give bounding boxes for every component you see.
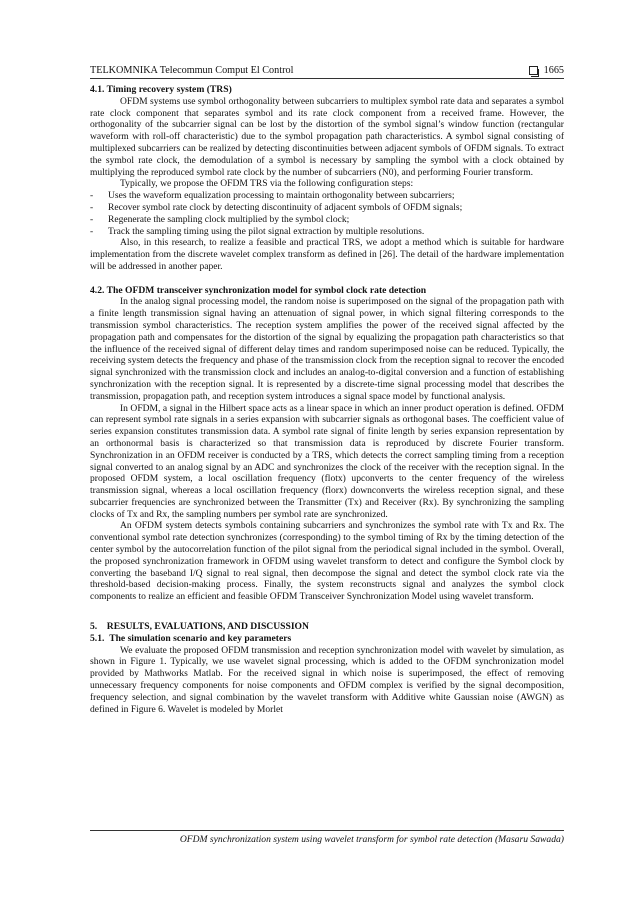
running-footer: [90, 830, 564, 845]
list-item: - Regenerate the sampling clock multiplied by the symbol clock;: [90, 214, 564, 226]
footer-title: OFDM synchronization system using wavelet transform for symbol rate detection (Masaru Sawada): [179, 834, 564, 845]
spacer: [90, 273, 564, 285]
paragraph: Also, in this research, to realize a feasible and practical TRS, we adopt a method which is suitable for hardware implementation from the discrete wavelet complex transform as defined in [26]. The detail of the hardware implementation will be addressed in another paper.: [90, 237, 564, 272]
spacer: [90, 603, 564, 621]
journal-name: TELKOMNIKA Telecommun Comput El Control: [90, 65, 294, 76]
section-heading-4-2: 4.2. The OFDM transceiver synchronization model for symbol clock rate detection: [90, 284, 427, 296]
running-header: [90, 56, 564, 79]
section-heading-5-1: 5.1. The simulation scenario and key parameters: [90, 632, 292, 644]
configuration-steps-list: [90, 190, 564, 237]
list-item: - Recover symbol rate clock by detecting discontinuity of adjacent symbols of OFDM signals;: [90, 202, 564, 214]
list-item: - Uses the waveform equalization processing to maintain orthogonality between subcarriers;: [90, 190, 564, 202]
section-heading-5: 5. RESULTS, EVALUATIONS, AND DISCUSSION: [90, 621, 309, 633]
paragraph: OFDM systems use symbol orthogonality between subcarriers to multiplex symbol rate data and separates a symbol rate clock component that separates symbol and its rate clock component from a received frame. However, the orthogonality of the subcarrier signal can be lost by the distortion of the symbol signal’s window function (rectangular waveform with roll-off characteristic) due to the symbol propagation path characteristics. A symbol signal consisting of multiplexed subcarriers can be realized by detecting discontinuities between adjacent symbols of OFDM signals. To extract the symbol rate clock, the demodulation of a symbol is necessary by sampling the symbol with a clock obtained by multiplying the reproduced symbol rate clock by the number of subcarriers (N0), and performing Fourier transform.: [90, 95, 564, 178]
paragraph: In OFDM, a signal in the Hilbert space acts as a linear space in which an inner product operation is defined. OFDM can represent symbol rate signals in a series expansion with subcarrier signals as orthogonal bases. The coefficient value of series expansion constitutes transmission data. A symbol rate signal of finite length by series expansion representation by an orthonormal basis is characterized so that transmission data is reproduced by discrete Fourier transform. Synchronization in an OFDM receiver is conducted by a TRS, which detects the correct sampling timing from a reception signal converted to an analog signal by an ADC and synchronizes the clock of the receiver with the reception signal. In the proposed OFDM system, a local oscillation frequency (flotx) upconverts to the center frequency of the wireless transmission signal, whereas a local oscillation frequency (florx) downconverts the wireless reception signal, and these subcarrier frequencies are synchronized between the Transmitter (Tx) and Receiver (Rx). By synchronizing the sampling clocks of Tx and Rx, the sampling numbers per symbol rate are synchronized.: [90, 402, 564, 520]
paragraph: We evaluate the proposed OFDM transmission and reception synchronization model with wavelet by simulation, as shown in Figure 1. Typically, we use wavelet signal processing, which is added to the OFDM synchronization model provided by Mathworks Matlab. For the received signal in which noise is superimposed, the effect of removing unnecessary frequency components for noise components and OFDM complex is verified by the signal decomposition, frequency selection, and signal combination by the wavelet transform with Additive white Gaussian noise (AWGN) as defined in Figure 6. Wavelet is modeled by Morlet: [90, 644, 564, 715]
page-box-icon: [529, 66, 538, 75]
list-item: - Track the sampling timing using the pilot signal extraction by multiple resolutions.: [90, 226, 564, 238]
paragraph: Typically, we propose the OFDM TRS via the following configuration steps:: [120, 178, 414, 190]
page-number-group: [529, 65, 564, 76]
paragraph: An OFDM system detects symbols containing subcarriers and synchronizes the symbol rate with Tx and Rx. The conventional symbol rate detection synchronizes (corresponding) to the symbol timing of Rx by the timing detection of the center symbol by the autocorrelation function of the pilot signal from the periodical signal included in the symbol. Overall, the proposed synchronization framework in OFDM using wavelet transform to detect and configure the Symbol clock by converting the baseband I/Q signal to real signal, then decompose the signal and detect the symbol clock rate via the threshold-based decision-making process. Finally, the system reconstructs signal and analyzes the symbol clock components to realize an efficient and feasible OFDM Transceiver Synchronization Model using wavelet transform.: [90, 520, 564, 603]
section-heading-4-1: 4.1. Timing recovery system (TRS): [90, 84, 232, 95]
page-number: 1665: [543, 65, 564, 76]
body-text: [90, 84, 564, 715]
paragraph: In the analog signal processing model, the random noise is superimposed on the signal of the propagation path with a finite length transmission signal having an attenuation of signal power, in which signal filtering corresponds to the transmission symbol characteristics. The reception system amplifies the power of the received signal affected by the propagation path and compensates for the distortion of the signal by equalizing the propagation path characteristics so that the influence of the received signal of different delay times and random superimposed noise can be reduced. Typically, the receiving system detects the frequency and phase of the transmission clock from the reception signal to recover the encoded signal synchronized with the transmission clock and includes an analog-to-digital conversion and a function of establishing synchronization with the reception signal. It is represented by a discrete-time signal processing model that describes the transmission, propagation path, and reception system introduces a signal space model by functional analysis.: [90, 296, 564, 402]
